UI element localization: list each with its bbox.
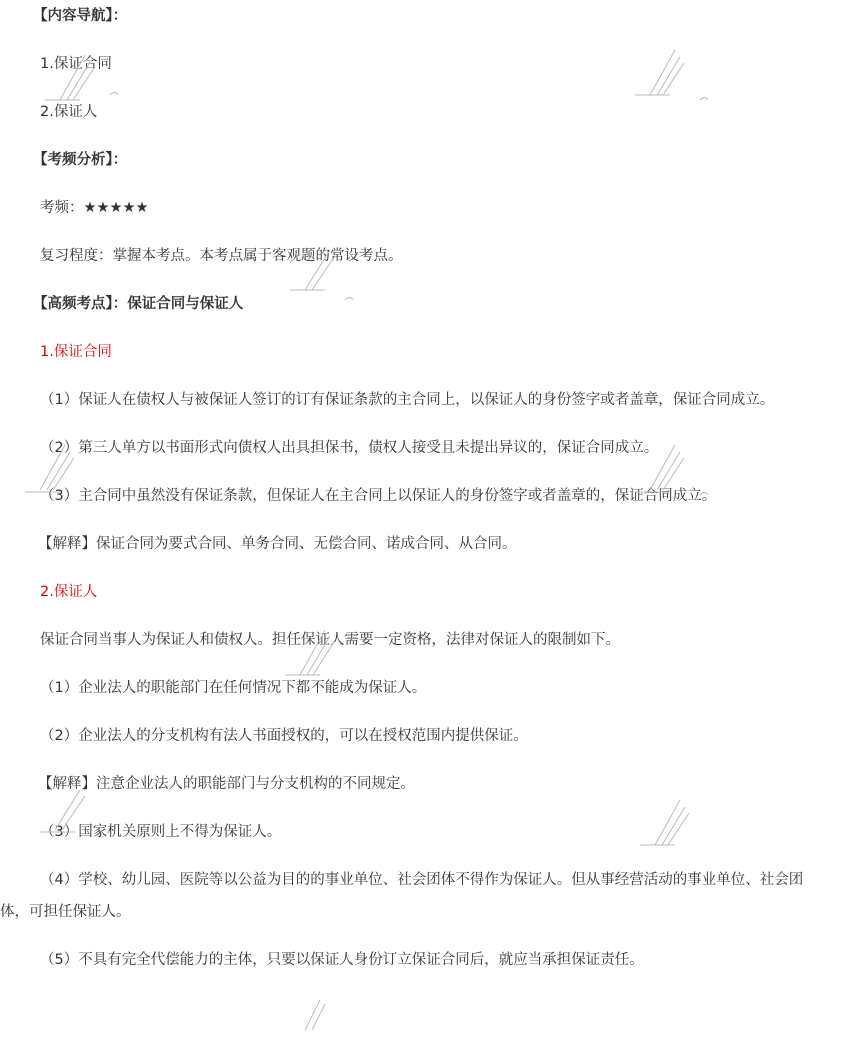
section2-intro: 保证合同当事人为保证人和债权人。担任保证人需要一定资格，法律对保证人的限制如下。 — [40, 632, 620, 648]
freq-line: 考频：★★★★★ — [40, 200, 149, 216]
topic-heading: 【高频考点】：保证合同与保证人 — [33, 296, 244, 312]
section1-item: （2）第三人单方以书面形式向债权人出具担保书，债权人接受且未提出异议的，保证合同成立。 — [40, 440, 659, 456]
freq-heading: 【考频分析】： — [33, 152, 128, 168]
section1-title: 1.保证合同 — [40, 344, 112, 360]
section2-item: （1）企业法人的职能部门在任何情况下都不能成为保证人。 — [40, 680, 427, 696]
section2-item: （5）不具有完全代偿能力的主体，只要以保证人身份订立保证合同后，就应当承担保证责任。 — [40, 952, 644, 968]
section1-item: （3）主合同中虽然没有保证条款，但保证人在主合同上以保证人的身份签字或者盖章的，保证合同成立。 — [40, 488, 717, 504]
review-line: 复习程度：掌握本考点。本考点属于客观题的常设考点。 — [40, 248, 403, 264]
section2-item: （3）国家机关原则上不得为保证人。 — [40, 824, 282, 840]
nav-item: 1.保证合同 — [40, 56, 112, 72]
section2-title: 2.保证人 — [40, 584, 98, 600]
section1-item: （1）保证人在债权人与被保证人签订的订有保证条款的主合同上，以保证人的身份签字或者盖章，保证合同成立。 — [40, 392, 775, 408]
nav-item: 2.保证人 — [40, 104, 98, 120]
nav-heading: 【内容导航】： — [33, 8, 128, 24]
section2-note: 【解释】注意企业法人的职能部门与分支机构的不同规定。 — [38, 776, 415, 792]
section2-item: （2）企业法人的分支机构有法人书面授权的，可以在授权范围内提供保证。 — [40, 728, 528, 744]
watermark-icon — [285, 990, 375, 1050]
section1-note: 【解释】保证合同为要式合同、单务合同、无偿合同、诺成合同、从合同。 — [38, 536, 517, 552]
section2-item: （4）学校、幼儿园、医院等以公益为目的的事业单位、社会团体不得作为保证人。但从事经营活动的事业单位、社会团体，可担任保证人。 — [0, 872, 804, 920]
